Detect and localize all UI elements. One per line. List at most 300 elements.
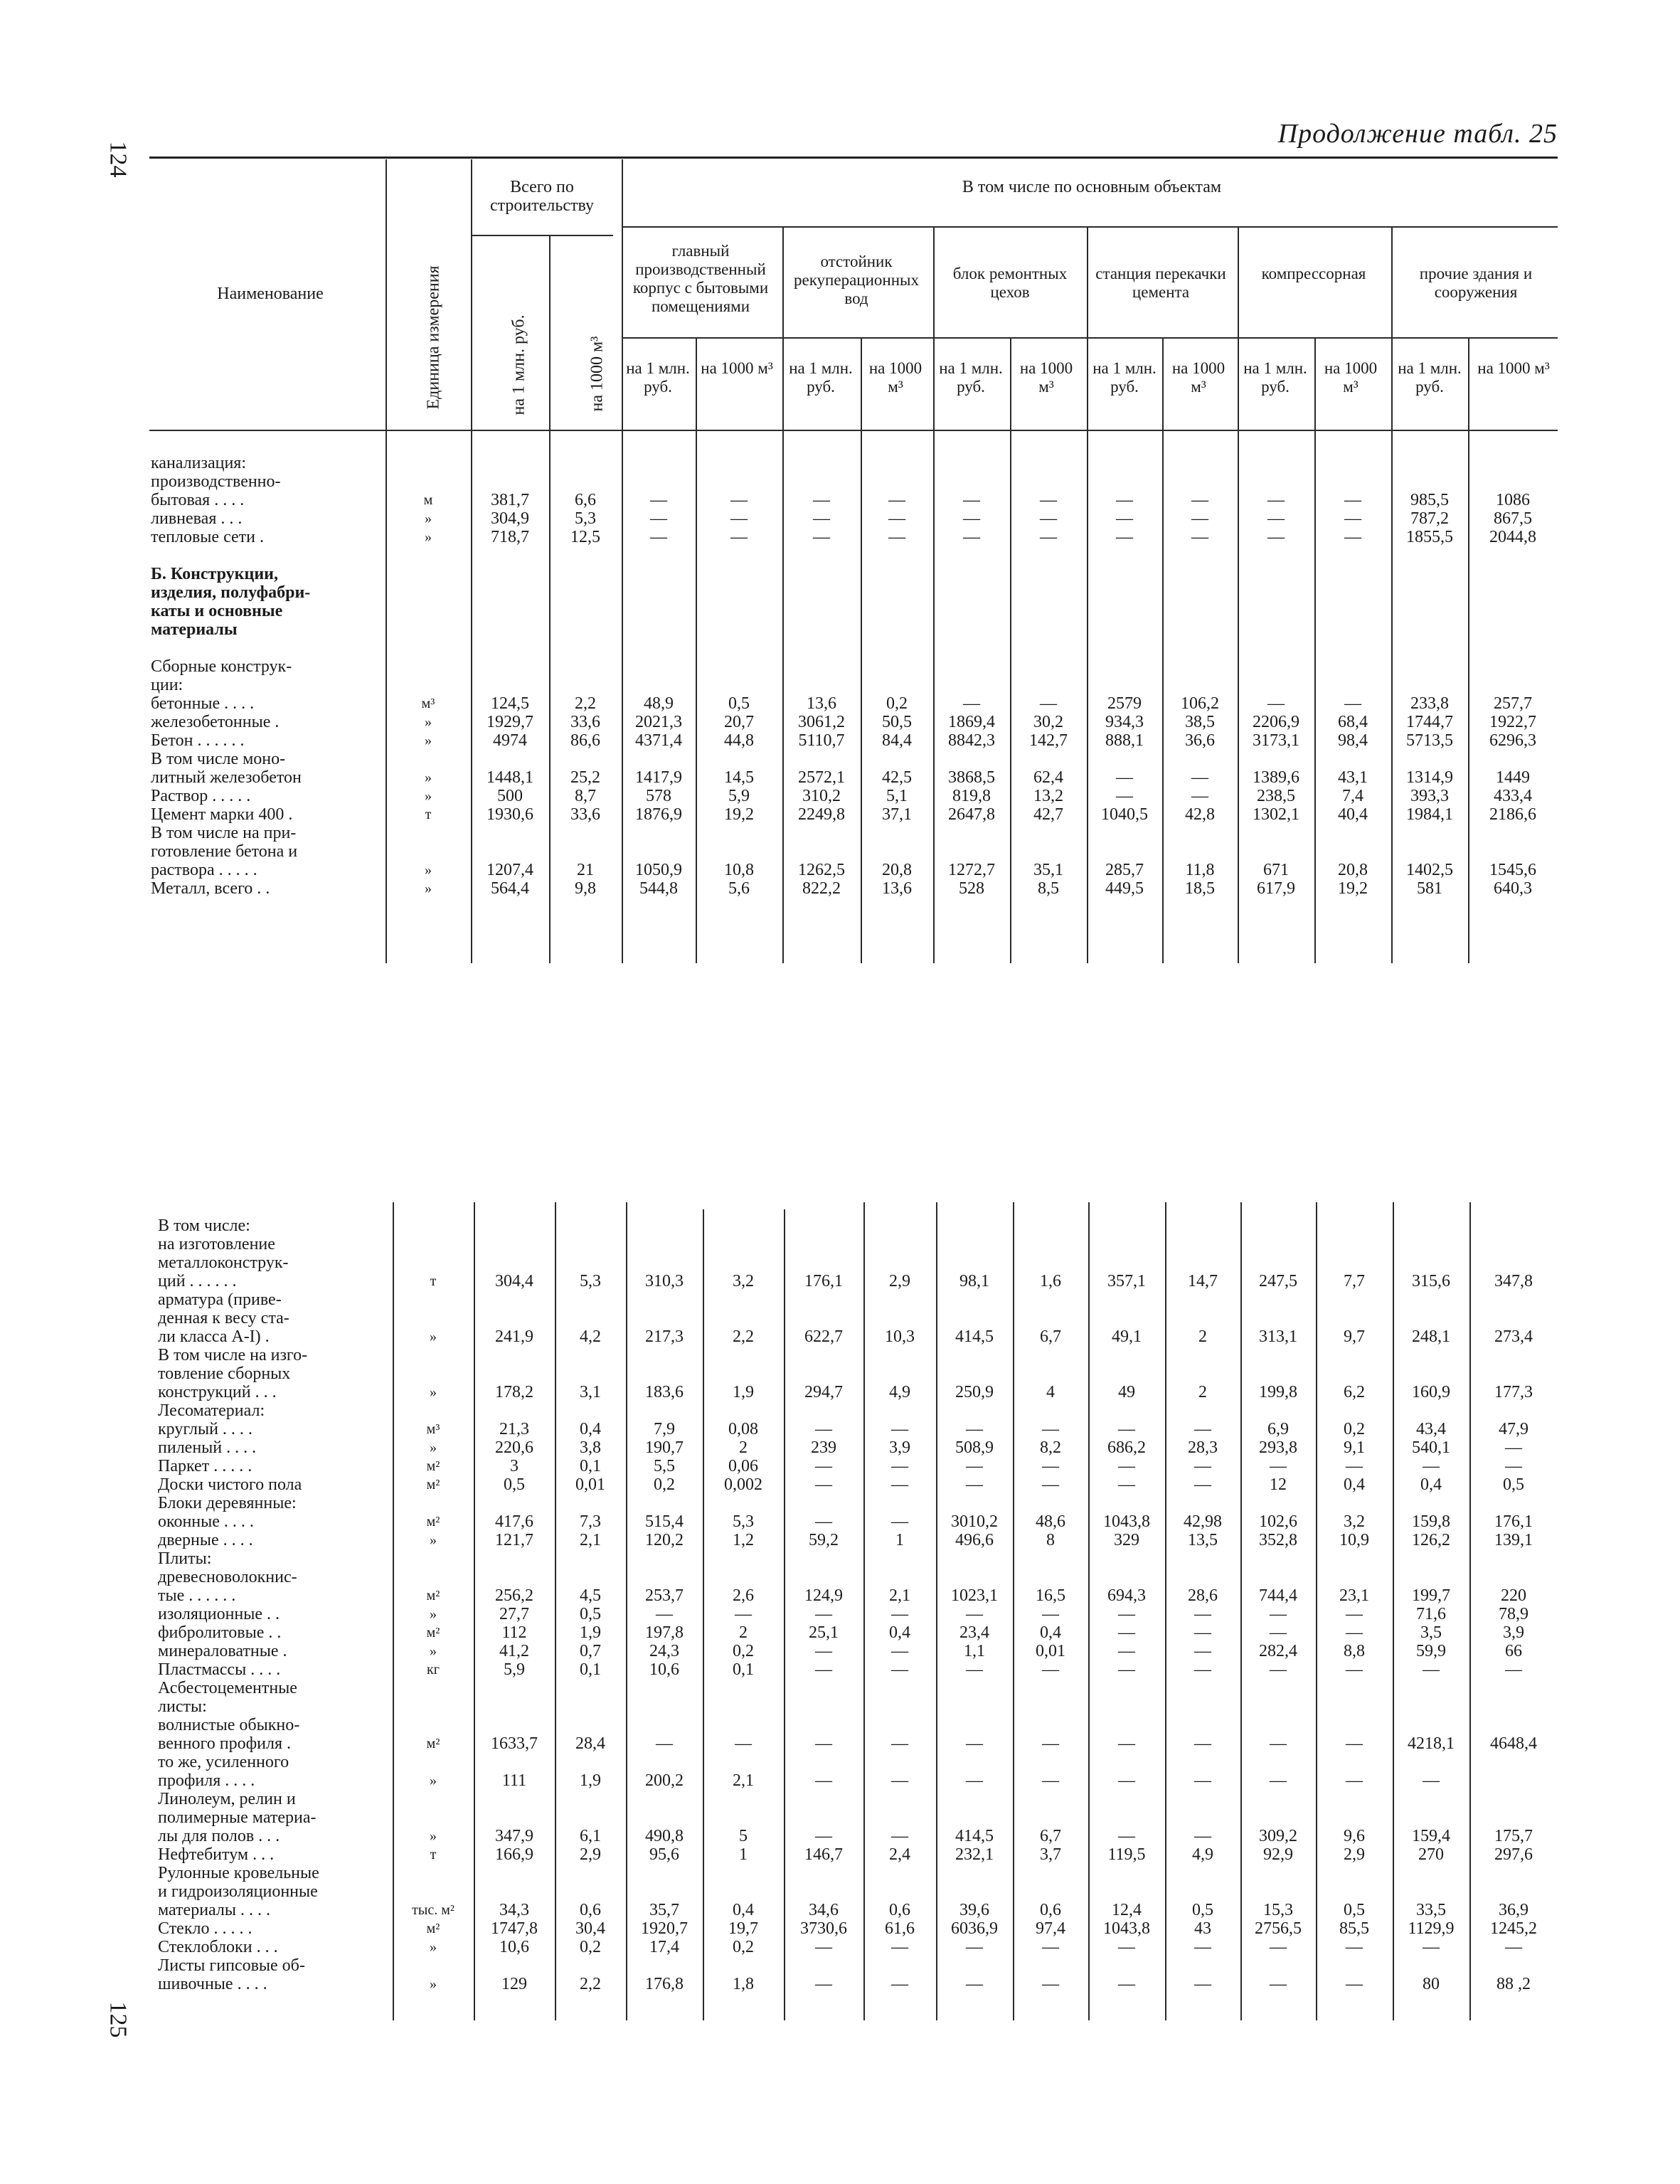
unit-cell	[393, 1290, 474, 1309]
value-cell: —	[815, 1827, 832, 1845]
value-cell	[936, 1679, 1013, 1697]
value-cell: —	[1118, 1475, 1135, 1494]
value-cell	[1314, 602, 1391, 620]
value-cell	[1162, 620, 1238, 639]
unit-cell	[393, 1549, 474, 1568]
value-cell: 4974	[493, 731, 527, 750]
value-cell: 3,5	[1420, 1623, 1442, 1642]
value-cell: 19,2	[1338, 879, 1368, 898]
value-cell: 3,8	[580, 1438, 601, 1457]
value-cell	[1013, 1679, 1088, 1697]
value-cell: 28,6	[1188, 1586, 1218, 1605]
value-cell	[555, 1568, 626, 1586]
unit-cell	[393, 1216, 474, 1235]
value-cell	[1010, 639, 1087, 657]
value-cell: 310,2	[802, 787, 841, 805]
row-name-cell: Бетон . . . . . .	[151, 731, 245, 750]
value-cell	[863, 1549, 936, 1568]
value-cell	[863, 1309, 936, 1327]
value-cell	[784, 1216, 863, 1235]
value-cell	[1088, 1290, 1165, 1309]
unit-cell: »	[430, 1440, 437, 1456]
value-cell: —	[1505, 1438, 1522, 1457]
value-cell: 564,4	[491, 879, 529, 898]
value-cell	[626, 1235, 703, 1253]
value-cell: 297,6	[1494, 1845, 1533, 1864]
value-cell: —	[730, 509, 748, 528]
value-cell: —	[815, 1457, 832, 1475]
value-cell	[1469, 1401, 1558, 1420]
value-cell: 2186,6	[1489, 805, 1536, 824]
value-cell	[1240, 1790, 1316, 1808]
row-name-cell: Раствор . . . . .	[151, 787, 251, 805]
value-cell	[1013, 1253, 1088, 1272]
value-cell	[1316, 1290, 1393, 1309]
value-cell: 38,5	[1185, 713, 1215, 731]
table-row	[156, 1364, 1558, 1383]
value-cell	[782, 546, 861, 565]
value-cell	[1393, 1549, 1469, 1568]
value-cell: 66	[1505, 1642, 1522, 1660]
value-cell	[1238, 657, 1314, 676]
value-cell	[1468, 824, 1558, 842]
value-cell	[696, 639, 782, 657]
value-cell: 217,3	[645, 1327, 684, 1346]
value-cell: —	[1194, 1771, 1211, 1790]
value-cell	[1238, 676, 1314, 694]
table-row	[149, 787, 1558, 805]
value-cell	[1240, 1235, 1316, 1253]
value-cell	[1393, 1697, 1469, 1716]
unit-cell	[393, 1568, 474, 1586]
value-cell	[1240, 1808, 1316, 1827]
table-row	[156, 1679, 1558, 1697]
header-total-per-mln: на 1 млн. руб.	[509, 314, 528, 415]
value-cell: 3,2	[1344, 1512, 1365, 1531]
value-cell	[936, 1216, 1013, 1235]
row-name-cell: Доски чистого пола	[158, 1475, 302, 1494]
row-name-cell: изделия, полуфабри-	[151, 583, 311, 602]
value-cell	[784, 1716, 863, 1734]
value-cell	[1468, 676, 1558, 694]
value-cell	[1393, 1808, 1469, 1827]
value-cell	[622, 657, 696, 676]
row-name-cell: В том числе на изго-	[158, 1346, 308, 1364]
value-cell: —	[1040, 509, 1057, 528]
value-cell: —	[1191, 491, 1208, 509]
row-name-cell: то же, усиленного	[158, 1753, 289, 1771]
value-cell: 80	[1423, 1975, 1440, 1993]
value-cell	[703, 1956, 784, 1975]
value-cell: 888,1	[1105, 731, 1144, 750]
value-cell: 347,9	[495, 1827, 533, 1845]
value-cell: 5,3	[580, 1272, 601, 1290]
unit-cell	[393, 1882, 474, 1901]
value-cell	[933, 639, 1010, 657]
value-cell	[555, 1401, 626, 1420]
value-cell: 0,4	[889, 1623, 910, 1642]
table-row	[149, 602, 1558, 620]
value-cell	[1165, 1364, 1240, 1383]
value-cell	[936, 1808, 1013, 1827]
value-cell	[1468, 454, 1558, 472]
value-cell	[696, 824, 782, 842]
unit-cell: »	[425, 733, 432, 748]
row-name-cell: Пластмассы . . . .	[158, 1660, 281, 1679]
value-cell	[1316, 1679, 1393, 1697]
value-cell	[696, 657, 782, 676]
header-object-4: станция перекачки цемента	[1095, 265, 1226, 301]
value-cell: 4,5	[580, 1586, 601, 1605]
value-cell: 13,2	[1033, 787, 1063, 805]
value-cell	[1013, 1790, 1088, 1808]
value-cell	[703, 1235, 784, 1253]
value-cell	[1238, 750, 1314, 768]
value-cell: 199,8	[1259, 1383, 1297, 1401]
value-cell: 120,2	[645, 1531, 684, 1549]
value-cell: 2206,9	[1253, 713, 1299, 731]
value-cell	[782, 676, 861, 694]
row-name-cell: раствора . . . . .	[151, 861, 257, 879]
value-cell: 1,1	[964, 1642, 985, 1660]
value-cell	[1316, 1864, 1393, 1882]
value-cell	[1088, 1568, 1165, 1586]
unit-cell: м²	[426, 1477, 440, 1493]
value-cell	[1393, 1753, 1469, 1771]
value-cell: —	[815, 1734, 832, 1753]
value-cell	[1087, 750, 1162, 768]
value-cell	[696, 750, 782, 768]
value-cell: —	[1118, 1827, 1135, 1845]
table-row	[156, 1642, 1558, 1660]
value-cell: 1245,2	[1490, 1919, 1537, 1938]
value-cell: —	[1270, 1975, 1287, 1993]
value-cell	[474, 1309, 555, 1327]
unit-cell	[386, 546, 471, 565]
value-cell	[861, 602, 933, 620]
value-cell	[1162, 842, 1238, 861]
value-cell: 6296,3	[1489, 731, 1536, 750]
value-cell	[1393, 1568, 1469, 1586]
value-cell: 294,7	[804, 1383, 843, 1401]
value-cell: 5110,7	[798, 731, 845, 750]
value-cell	[1316, 1235, 1393, 1253]
value-cell	[696, 842, 782, 861]
value-cell: 1930,6	[487, 805, 533, 824]
value-cell	[1240, 1364, 1316, 1383]
value-cell	[1238, 546, 1314, 565]
value-cell: 178,2	[495, 1383, 533, 1401]
value-cell	[1087, 565, 1162, 583]
value-cell: 1402,5	[1406, 861, 1453, 879]
value-cell	[784, 1790, 863, 1808]
value-cell	[1240, 1253, 1316, 1272]
value-cell	[1240, 1309, 1316, 1327]
table-row	[149, 454, 1558, 472]
table-row	[156, 1623, 1558, 1642]
value-cell	[863, 1401, 936, 1420]
unit-cell	[393, 1864, 474, 1882]
value-cell	[626, 1568, 703, 1586]
table-row	[149, 472, 1558, 491]
value-cell: 239	[811, 1438, 836, 1457]
value-cell	[1391, 583, 1468, 602]
value-cell	[474, 1716, 555, 1734]
value-cell: 0,01	[1036, 1642, 1065, 1660]
value-cell	[626, 1346, 703, 1364]
value-cell	[1240, 1956, 1316, 1975]
value-cell	[863, 1753, 936, 1771]
value-cell: —	[650, 528, 667, 546]
value-cell: —	[1194, 1623, 1211, 1642]
value-cell	[626, 1790, 703, 1808]
value-cell	[1468, 602, 1558, 620]
value-cell	[703, 1346, 784, 1364]
value-cell: 5,6	[728, 879, 750, 898]
value-cell: —	[1118, 1771, 1135, 1790]
value-cell	[861, 565, 933, 583]
value-cell: 42,7	[1033, 805, 1063, 824]
value-cell	[1316, 1364, 1393, 1383]
value-cell	[622, 824, 696, 842]
value-cell	[1316, 1494, 1393, 1512]
value-cell: 5,3	[733, 1512, 754, 1531]
value-cell: 1449	[1496, 768, 1530, 787]
value-cell	[1013, 1346, 1088, 1364]
value-cell	[863, 1235, 936, 1253]
value-cell	[1393, 1364, 1469, 1383]
unit-cell: »	[425, 788, 432, 804]
value-cell	[626, 1549, 703, 1568]
value-cell	[626, 1808, 703, 1827]
value-cell	[549, 676, 622, 694]
value-cell: 4,9	[1192, 1845, 1213, 1864]
value-cell: 304,4	[495, 1272, 533, 1290]
value-cell	[1013, 1309, 1088, 1327]
value-cell	[1088, 1235, 1165, 1253]
table-row	[156, 1716, 1558, 1734]
unit-cell: м³	[421, 696, 435, 711]
table-row	[149, 713, 1558, 731]
value-cell: 282,4	[1259, 1642, 1297, 1660]
value-cell	[1013, 1549, 1088, 1568]
value-cell: 0,1	[733, 1660, 754, 1679]
value-cell: —	[891, 1771, 908, 1790]
row-name-cell: Сборные конструк-	[151, 657, 292, 676]
value-cell: —	[1346, 1938, 1363, 1956]
value-cell: —	[891, 1642, 908, 1660]
value-cell: 86,6	[570, 731, 600, 750]
value-cell	[626, 1956, 703, 1975]
unit-cell	[393, 1956, 474, 1975]
table-row	[156, 1475, 1558, 1494]
value-cell: 3,9	[889, 1438, 910, 1457]
value-cell	[1314, 454, 1391, 472]
value-cell	[696, 454, 782, 472]
value-cell: 0,08	[728, 1420, 758, 1438]
value-cell	[555, 1697, 626, 1716]
value-cell: 1,9	[733, 1383, 754, 1401]
table-row	[156, 1383, 1558, 1401]
value-cell: 36,6	[1185, 731, 1215, 750]
row-name-cell: Б. Конструкции,	[151, 565, 278, 583]
header-object-1: главный производственный корпус с бытовыми помещениями	[632, 242, 769, 315]
table-row	[156, 1901, 1558, 1919]
unit-cell: т	[425, 807, 432, 822]
value-cell: 3173,1	[1253, 731, 1299, 750]
unit-cell: тыс. м²	[412, 1902, 454, 1918]
value-cell: 8,2	[1040, 1438, 1061, 1457]
value-cell: —	[1040, 694, 1057, 713]
unit-cell	[386, 472, 471, 491]
value-cell	[471, 676, 549, 694]
value-cell: 111	[501, 1771, 527, 1790]
value-cell	[555, 1253, 626, 1272]
table-row	[156, 1253, 1558, 1272]
row-name-cell: материалы . . . .	[158, 1901, 271, 1919]
value-cell	[936, 1549, 1013, 1568]
row-name-cell: Металл, всего . .	[151, 879, 270, 898]
value-cell: 0,1	[580, 1660, 601, 1679]
value-cell: 124,5	[491, 694, 529, 713]
value-cell: 33,5	[1416, 1901, 1446, 1919]
value-cell: —	[1270, 1623, 1287, 1642]
value-cell	[863, 1716, 936, 1734]
value-cell: 1	[895, 1531, 904, 1549]
value-cell	[1316, 1549, 1393, 1568]
row-name-cell: листы:	[158, 1697, 207, 1716]
unit-cell: »	[430, 1939, 437, 1955]
unit-cell: »	[425, 511, 432, 526]
value-cell	[784, 1494, 863, 1512]
unit-cell	[386, 602, 471, 620]
header-object-3-a: на 1 млн. руб.	[939, 359, 1003, 396]
row-name-cell	[149, 639, 386, 657]
value-cell: —	[1042, 1771, 1059, 1790]
value-cell: 35,7	[649, 1901, 679, 1919]
value-cell: 9,6	[1344, 1827, 1365, 1845]
value-cell: 183,6	[645, 1383, 684, 1401]
value-cell	[1088, 1549, 1165, 1568]
value-cell: 1984,1	[1406, 805, 1453, 824]
value-cell: 106,2	[1181, 694, 1219, 713]
row-name-cell: изоляционные . .	[158, 1605, 280, 1623]
value-cell	[1162, 472, 1238, 491]
value-cell: 34,6	[809, 1901, 839, 1919]
value-cell: 28,3	[1188, 1438, 1218, 1457]
value-cell: 2,2	[733, 1327, 754, 1346]
value-cell	[1162, 454, 1238, 472]
value-cell: 85,5	[1339, 1919, 1369, 1938]
value-cell	[1088, 1346, 1165, 1364]
unit-cell	[393, 1364, 474, 1383]
value-cell	[1162, 546, 1238, 565]
value-cell	[622, 639, 696, 657]
value-cell: 3	[510, 1457, 519, 1475]
value-cell: —	[1505, 1938, 1522, 1956]
table-row	[156, 1272, 1558, 1290]
value-cell	[703, 1568, 784, 1586]
value-cell: 2,9	[580, 1845, 601, 1864]
value-cell: —	[1118, 1734, 1135, 1753]
value-cell	[703, 1309, 784, 1327]
value-cell	[471, 454, 549, 472]
value-cell	[703, 1808, 784, 1827]
value-cell: 7,9	[654, 1420, 675, 1438]
value-cell	[936, 1290, 1013, 1309]
value-cell	[555, 1753, 626, 1771]
value-cell: —	[966, 1475, 983, 1494]
value-cell: 1389,6	[1253, 768, 1299, 787]
value-cell	[1165, 1235, 1240, 1253]
value-cell	[936, 1882, 1013, 1901]
row-name-cell: литный железобетон	[151, 768, 302, 787]
unit-cell: »	[430, 1384, 437, 1400]
value-cell	[1469, 1679, 1558, 1697]
value-cell: 640,3	[1494, 879, 1532, 898]
header-object-5: компрессорная	[1261, 265, 1366, 282]
value-cell: —	[815, 1475, 832, 1494]
value-cell	[1238, 620, 1314, 639]
value-cell	[1010, 565, 1087, 583]
value-cell: —	[963, 528, 980, 546]
unit-cell	[386, 583, 471, 602]
table-row	[156, 1882, 1558, 1901]
value-cell: 42,98	[1184, 1512, 1222, 1531]
value-cell: 694,3	[1107, 1586, 1146, 1605]
value-cell: 2579	[1107, 694, 1142, 713]
value-cell: —	[1191, 509, 1208, 528]
value-cell	[555, 1235, 626, 1253]
value-cell: 50,5	[882, 713, 912, 731]
value-cell: 124,9	[804, 1586, 843, 1605]
value-cell	[1316, 1253, 1393, 1272]
row-name-cell: Блоки деревянные:	[158, 1494, 297, 1512]
row-name-cell: Асбестоцементные	[158, 1679, 297, 1697]
value-cell: 97,4	[1036, 1919, 1065, 1938]
value-cell: 39,6	[959, 1901, 989, 1919]
value-cell	[1240, 1753, 1316, 1771]
value-cell	[1165, 1882, 1240, 1901]
value-cell	[1088, 1697, 1165, 1716]
value-cell: 5,1	[886, 787, 908, 805]
value-cell: 2572,1	[798, 768, 845, 787]
value-cell: —	[815, 1512, 832, 1531]
value-cell: 310,3	[645, 1272, 684, 1290]
value-cell	[626, 1753, 703, 1771]
value-cell	[549, 602, 622, 620]
value-cell: 98,1	[959, 1272, 989, 1290]
value-cell	[863, 1494, 936, 1512]
row-name-cell: В том числе:	[158, 1216, 250, 1235]
value-cell	[1087, 620, 1162, 639]
value-cell: 270	[1418, 1845, 1444, 1864]
unit-cell: м³	[426, 1421, 440, 1437]
value-cell	[549, 824, 622, 842]
value-cell: 5,3	[575, 509, 596, 528]
unit-cell: м²	[426, 1458, 440, 1474]
value-cell	[784, 1697, 863, 1716]
value-cell	[703, 1679, 784, 1697]
value-cell: —	[1270, 1771, 1287, 1790]
value-cell: 21,3	[499, 1420, 529, 1438]
value-cell	[1469, 1790, 1558, 1808]
value-cell: 2,1	[889, 1586, 910, 1605]
value-cell: —	[1191, 787, 1208, 805]
value-cell	[474, 1568, 555, 1586]
value-cell: 622,7	[804, 1327, 843, 1346]
value-cell: —	[1042, 1938, 1059, 1956]
